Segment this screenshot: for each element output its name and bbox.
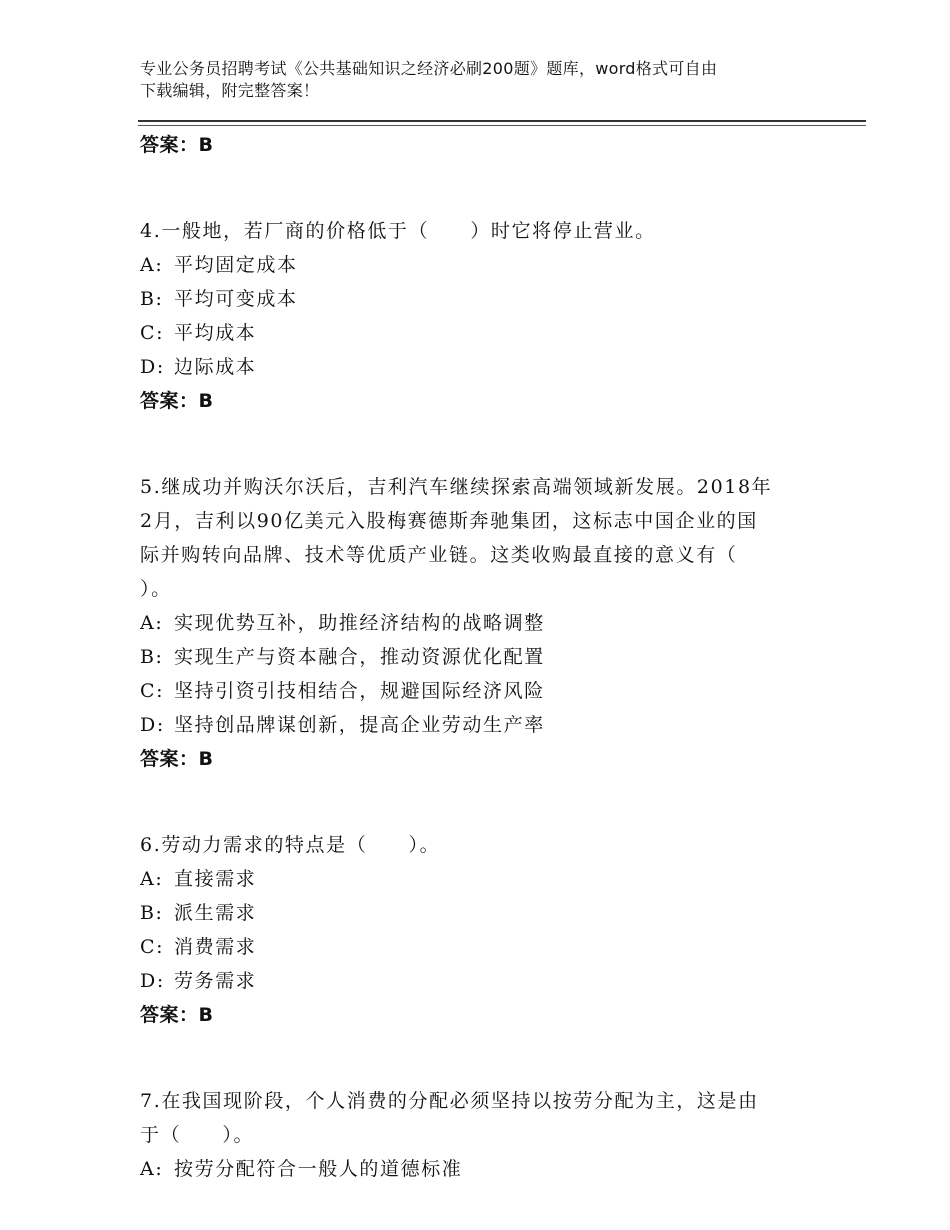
option-text: 平均固定成本 [174, 254, 298, 276]
question-text-line: 2月，吉利以90亿美元入股梅赛德斯奔驰集团，这标志中国企业的国 [140, 510, 758, 532]
option-letter: A: [140, 868, 164, 890]
option-a [140, 862, 810, 896]
question-4 [140, 214, 810, 418]
spacer [140, 776, 810, 828]
question-text-line: 际并购转向品牌、技术等优质产业链。这类收购最直接的意义有（ [140, 544, 738, 566]
option-letter: B: [140, 902, 164, 924]
option-letter: C: [140, 680, 165, 702]
option-b [140, 640, 810, 674]
question-text-line: 7.在我国现阶段，个人消费的分配必须坚持以按劳分配为主，这是由 [140, 1090, 759, 1112]
option-text: 按劳分配符合一般人的道德标准 [174, 1158, 463, 1180]
question-text: 4.一般地，若厂商的价格低于（ ）时它将停止营业。 [140, 220, 656, 242]
answer-line: 答案：B [140, 390, 214, 412]
option-c [140, 930, 810, 964]
option-text: 边际成本 [174, 356, 257, 378]
option-d [140, 350, 810, 384]
option-text: 实现生产与资本融合，推动资源优化配置 [174, 646, 545, 668]
question-text-line: ）。 [140, 578, 172, 600]
header-divider-thick [138, 120, 866, 122]
question-6 [140, 828, 810, 1032]
document-header [140, 58, 820, 102]
option-letter: A: [140, 612, 164, 634]
header-divider-thin [138, 125, 866, 126]
option-text: 实现优势互补，助推经济结构的战略调整 [174, 612, 545, 634]
option-c [140, 316, 810, 350]
option-text: 坚持创品牌谋创新，提高企业劳动生产率 [174, 714, 545, 736]
option-d [140, 964, 810, 998]
answer-line: 答案：B [140, 1004, 214, 1026]
question-text: 6.劳动力需求的特点是（ ）。 [140, 834, 441, 856]
option-text: 派生需求 [174, 902, 257, 924]
spacer [140, 162, 810, 214]
option-text: 平均可变成本 [174, 288, 298, 310]
option-text: 平均成本 [174, 322, 257, 344]
question-7 [140, 1084, 810, 1186]
option-letter: D: [140, 970, 165, 992]
header-line-2: 下载编辑，附完整答案！ [140, 81, 320, 100]
option-letter: A: [140, 1158, 164, 1180]
option-letter: C: [140, 322, 165, 344]
document-body [140, 128, 810, 1186]
option-b [140, 282, 810, 316]
option-a [140, 606, 810, 640]
question-text-line: 于（ ）。 [140, 1124, 255, 1146]
option-letter: B: [140, 646, 164, 668]
question-text-line: 5.继成功并购沃尔沃后，吉利汽车继续探索高端领域新发展。2018年 [140, 476, 773, 498]
option-text: 劳务需求 [174, 970, 257, 992]
option-a [140, 1152, 810, 1186]
option-text: 直接需求 [174, 868, 257, 890]
answer-line: 答案：B [140, 134, 214, 156]
option-letter: A: [140, 254, 164, 276]
header-line-1: 专业公务员招聘考试《公共基础知识之经济必刷200题》题库，word格式可自由 [140, 59, 718, 78]
option-text: 坚持引资引技相结合，规避国际经济风险 [174, 680, 545, 702]
option-c [140, 674, 810, 708]
option-text: 消费需求 [174, 936, 257, 958]
option-letter: C: [140, 936, 165, 958]
option-d [140, 708, 810, 742]
question-5 [140, 470, 810, 776]
spacer [140, 418, 810, 470]
answer-line: 答案：B [140, 748, 214, 770]
option-letter: B: [140, 288, 164, 310]
spacer [140, 1032, 810, 1084]
option-letter: D: [140, 356, 165, 378]
option-letter: D: [140, 714, 165, 736]
option-a [140, 248, 810, 282]
option-b [140, 896, 810, 930]
